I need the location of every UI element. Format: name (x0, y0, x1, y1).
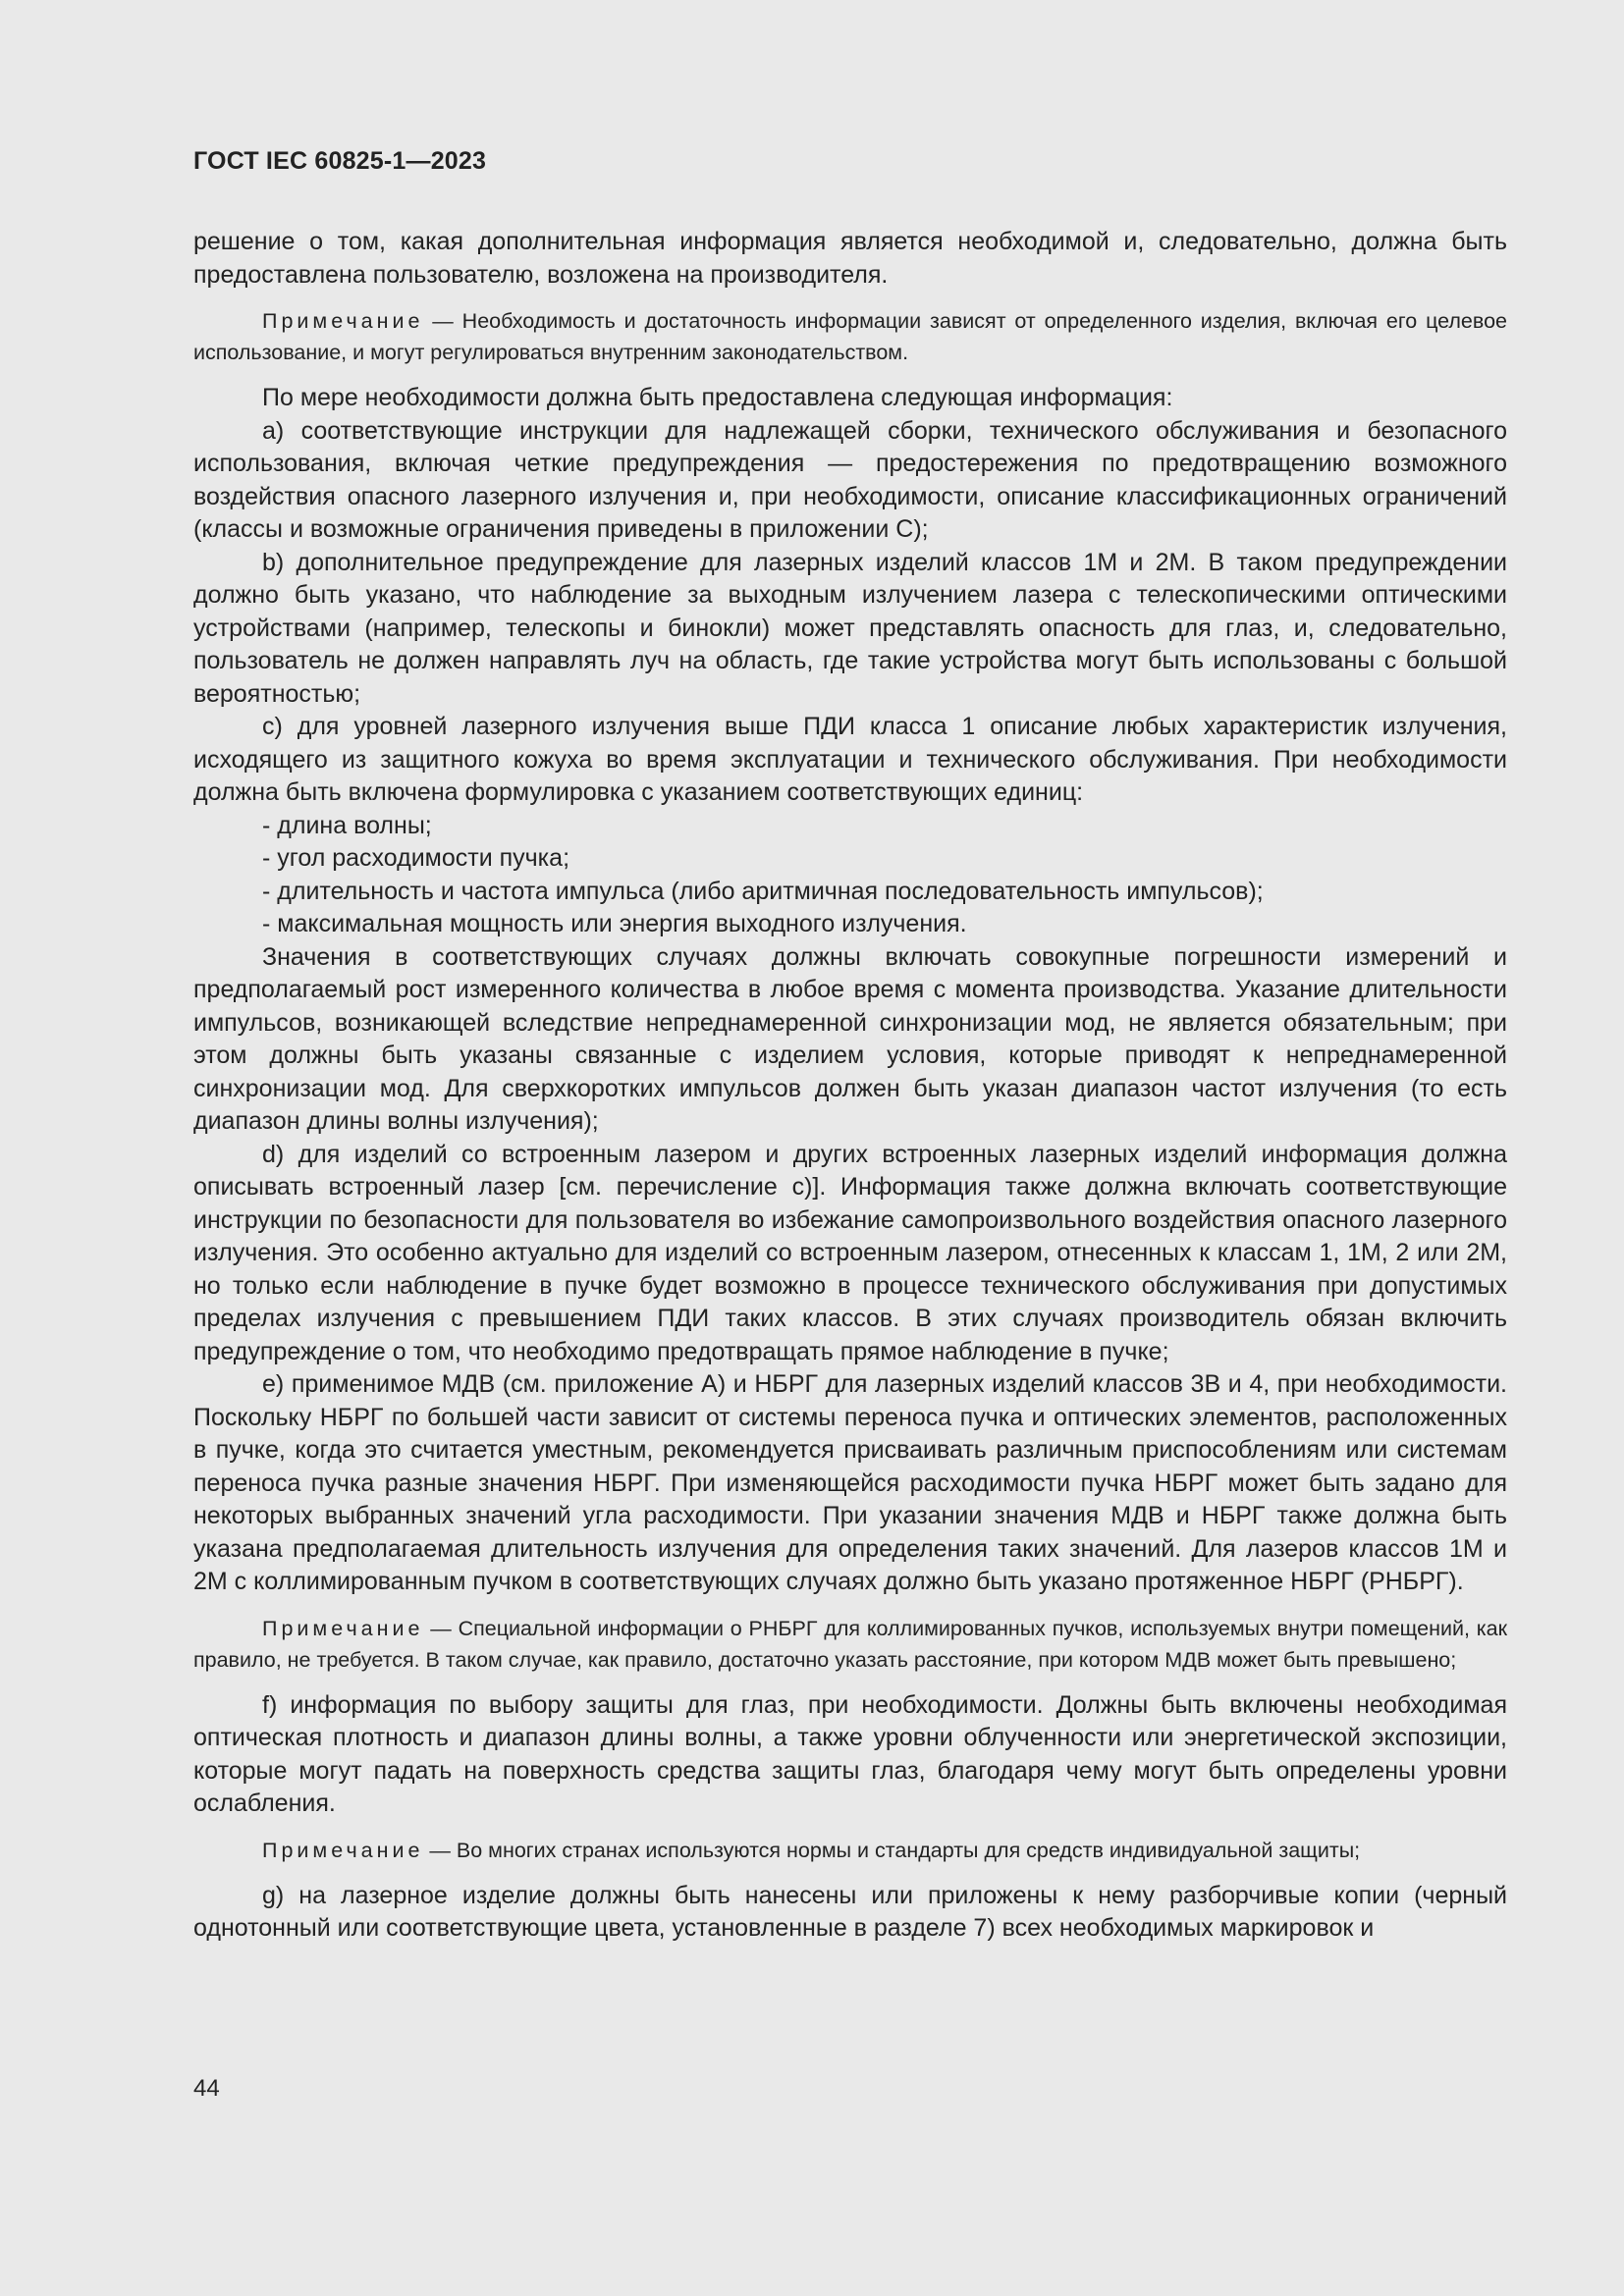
list-item-a: a) соответствующие инструкции для надлежащей сборки, технического обслуживания и безопасного использования, включая четкие предупреждения — предостережения по предотвращению возможного воздействия опасного лазерного излучения и, при необходимости, описание классификационных ограничений (классы и возможные ограничения приведены в приложении С); (193, 416, 1507, 543)
list-item-d: d) для изделий со встроенным лазером и других встроенных лазерных изделий информация должна описывать встроенный лазер [см. перечисление с)]. Информация также должна включать соответствующие инструкции по безопасности для пользователя во избежание самопроизвольного воздействия опасного лазерного излучения. Это особенно актуально для изделий со встроенным лазером, отнесенных к классам 1, 1М, 2 или 2М, но только если наблюдение в пучке будет возможно в процессе технического обслуживания при допустимых пределах излучения с превышением ПДИ таких классов. В этих случаях производитель обязан включить предупреждение о том, что необходимо предотвращать прямое наблюдение в пучке; (193, 1140, 1507, 1365)
list-item-e: e) применимое МДВ (см. приложение А) и НБРГ для лазерных изделий классов 3В и 4, при необходимости. Поскольку НБРГ по большей части зависит от системы переноса пучка и оптических элементов, расположенных в пучке, когда это считается уместным, рекомендуется присваивать различным приспособлениям или системам переноса пучка разные значения НБРГ. При изменяющейся расходимости пучка НБРГ может быть задано для некоторых выбранных значений угла расходимости. При указании значения МДВ и НБРГ также должна быть указана предполагаемая длительность излучения для определения таких значений. Для лазеров классов 1М и 2М с коллимированным пучком в соответствующих случаях должно быть указано протяженное НБРГ (РНБРГ). (193, 1370, 1507, 1595)
note-text: — Необходимость и достаточность информации зависят от определенного изделия, включая его целевое использование, и могут регулироваться внутренним законодательством. (193, 309, 1507, 364)
note-label: Примечание (262, 1616, 424, 1640)
note-paragraph (193, 305, 1507, 368)
list-item-f: f) информация по выбору защиты для глаз, при необходимости. Должны быть включены необходимая оптическая плотность и диапазон длины волны, а также уровни облученности или энергетической экспозиции, которые могут падать на поверхность средства защиты глаз, благодаря чему могут быть определены уровни ослабления. (193, 1690, 1507, 1817)
standard-header: ГОСТ IEC 60825-1—2023 (193, 147, 487, 175)
note-paragraph (193, 1613, 1507, 1676)
note-label: Примечание (262, 1838, 424, 1862)
sub-item-divergence: - угол расходимости пучка; (262, 844, 570, 872)
sub-item-power: - максимальная мощность или энергия выходного излучения. (262, 910, 967, 937)
sub-item-wavelength: - длина волны; (262, 811, 432, 839)
document-body (193, 226, 1507, 1946)
list-item-c: c) для уровней лазерного излучения выше ПДИ класса 1 описание любых характеристик излучения, исходящего из защитного кожуха во время эксплуатации и технического обслуживания. При необходимости должна быть включена формулировка с указанием соответствующих единиц: (193, 713, 1507, 806)
paragraph-values: Значения в соответствующих случаях должны включать совокупные погрешности измерений и предполагаемый рост измеренного количества в любое время с момента производства. Указание длительности импульсов, возникающей вследствие непреднамеренной синхронизации мод, не является обязательным; при этом должны быть указаны связанные с изделием условия, которые приводят к непреднамеренной синхронизации мод. Для сверхкоротких импульсов должен быть указан диапазон частот излучения (то есть диапазон длины волны излучения); (193, 942, 1507, 1135)
sub-item-pulse: - длительность и частота импульса (либо аритмичная последовательность импульсов); (262, 877, 1264, 905)
paragraph-continuation: решение о том, какая дополнительная информация является необходимой и, следовательно, должна быть предоставлена пользователю, возложена на производителя. (193, 228, 1507, 289)
note-text: — Специальной информации о РНБРГ для коллимированных пучков, используемых внутри помещений, как правило, не требуется. В таком случае, как правило, достаточно указать расстояние, при котором МДВ может быть превышено; (193, 1616, 1507, 1672)
note-label: Примечание (262, 309, 424, 333)
page-number: 44 (193, 2075, 220, 2102)
note-paragraph (193, 1835, 1507, 1866)
list-item-b: b) дополнительное предупреждение для лазерных изделий классов 1М и 2М. В таком предупреждении должно быть указано, что наблюдение за выходным излучением лазера с телескопическими оптическими устройствами (например, телескопы и бинокли) может представлять опасность для глаз, и, следовательно, пользователь не должен направлять луч на область, где такие устройства могут быть использованы с большой вероятностью; (193, 548, 1507, 708)
list-item-g: g) на лазерное изделие должны быть нанесены или приложены к нему разборчивые копии (черный однотонный или соответствующие цвета, установленные в разделе 7) всех необходимых маркировок и (193, 1881, 1507, 1942)
paragraph-intro: По мере необходимости должна быть предоставлена следующая информация: (262, 384, 1173, 411)
note-text: — Во многих странах используются нормы и стандарты для средств индивидуальной защиты; (423, 1838, 1361, 1862)
